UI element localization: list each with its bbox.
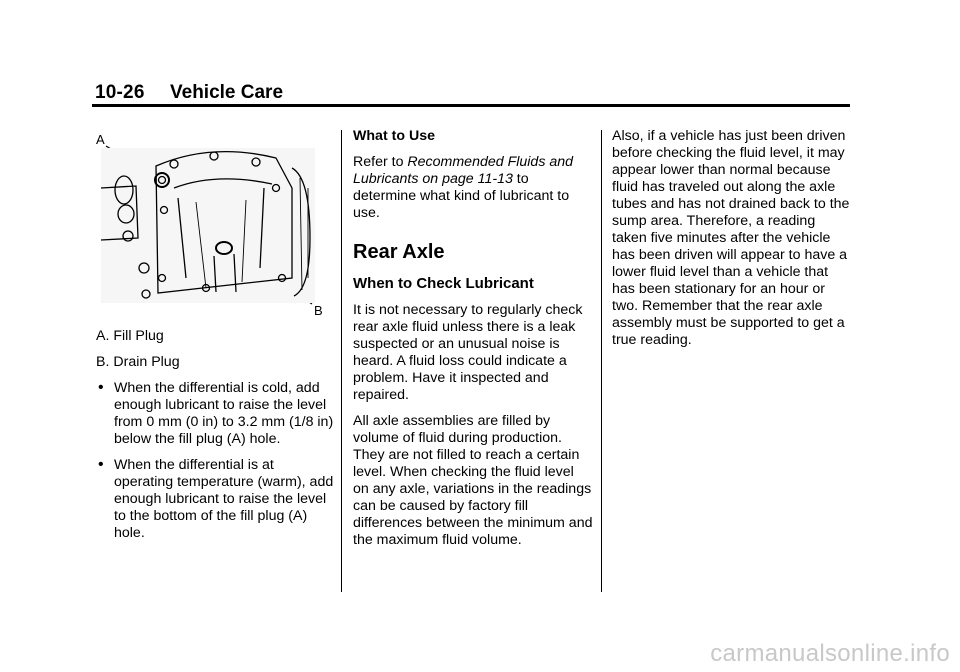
caption-drain-plug: B. Drain Plug <box>96 354 180 370</box>
heading-rear-axle: Rear Axle <box>353 241 445 263</box>
caption-fill-plug: A. Fill Plug <box>96 328 164 344</box>
paragraph: Also, if a vehicle has just been driven before checking the fluid level, it may appear lower than normal because fluid has traveled out along the axle tubes and has not drained back to the sump area. Therefore, a reading taken five minutes after the vehicle has been driven will appear to have a lower fluid level than a vehicle that has been stationary for an hour or two. Remember that the rear axle assembly must be supported to get a true reading. <box>612 128 850 348</box>
paragraph: It is not necessary to regularly check rear axle fluid unless there is a leak suspected or an unusual noise is heard. A fluid loss could indicate a problem. Have it inspected and repaired. <box>353 302 583 403</box>
axle-illustration <box>96 128 328 316</box>
refer-suffix: to determine what kind of lubricant to use. <box>353 171 570 221</box>
label-a: A <box>96 132 105 147</box>
column-divider-1 <box>341 130 342 592</box>
bullet-text: When the differential is at operating temperature (warm), add enough lubricant to raise the level to the bottom of the fill plug (A) hole. <box>114 457 334 541</box>
page-header <box>92 80 850 107</box>
list-item <box>96 457 336 542</box>
column-divider-2 <box>601 130 602 592</box>
cross-reference-link[interactable]: Recommended Fluids and Lubricants on page 11-13 <box>353 154 574 187</box>
bullet-icon: • <box>98 456 104 473</box>
column-3 <box>612 128 852 358</box>
bullet-icon: • <box>98 379 104 396</box>
bullet-text: When the differential is cold, add enough lubricant to raise the level from 0 mm (0 in) to 3.2 mm (1/8 in) below the fill plug (A) hole. <box>114 380 334 447</box>
list-item <box>96 380 336 448</box>
subheading-what-to-use: What to Use <box>353 128 435 144</box>
watermark: carmanualsonline.info <box>710 640 950 667</box>
column-1 <box>96 128 336 551</box>
section-title: Vehicle Care <box>170 82 284 103</box>
refer-paragraph <box>353 154 593 222</box>
refer-prefix: Refer to <box>353 154 408 170</box>
paragraph: All axle assemblies are filled by volume of fluid during production. They are not filled to reach a certain level. When checking the fluid level on any axle, variations in the readings can be caused by factory fill differences between the minimum and the maximum fluid volume. <box>353 413 593 548</box>
column-2 <box>353 128 593 558</box>
page-number: 10-26 <box>95 82 145 103</box>
axle-drawing <box>96 128 328 316</box>
label-b: B <box>314 303 323 316</box>
heading-when-to-check: When to Check Lubricant <box>353 275 534 292</box>
